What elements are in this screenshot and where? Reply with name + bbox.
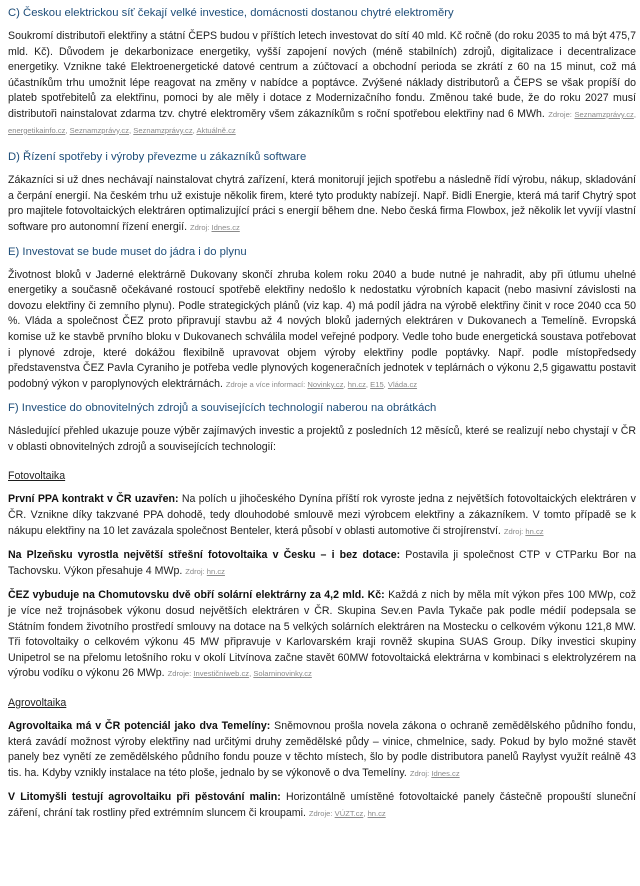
section-c-body: Soukromí distributoři elektřiny a státní ČEPS budou v příštích letech investovat do sítí 40 mld. Kč ročně (do roku 2035 to má být 475,7 mld. Kč). Důvodem je dekarbonizace energetiky, vyšší zapojení nových (méně stabilních) zdrojů, digitalizace i decentralizace energetiky. Vznikne také Elektroenergetické datové centrum a zúčtovací a obchodní perioda se zkrátí z 60 na 15 minut, což má účastníkům trhu umožnit lépe reagovat na změny v nabídce a poptávce. Zvýšené náklady distributorů a ČEPS se však propíší do plateb spotřebitelů za elektřinu, pomoci by ale měly i dotace z Modernizačního fondu. Změnou také bude, že do roku 2027 musí distributoři nainstalovat zdarma tzv. chytré elektroměry všem zákazníkům s roční spotřebou elektřiny nad 6 MWh. Zdroje: Seznamzprávy.cz, energetikainfo.cz, Seznamzprávy.cz, Seznamzprávy.cz, Aktuálně.cz	[8, 30, 636, 135]
section-e-body: Životnost bloků v Jaderné elektrárně Dukovany skončí zhruba kolem roku 2040 a bude nutné je nahradit, aby při útlumu uhelné energetiky a současně očekávané rostoucí spotřebě elektřiny nedošlo k nedostatku výrobních kapacit (nebo masivní závislosti na dovozu elektřiny či zemního plynu). Podle strategických plánů (viz kap. 4) má podíl jádra na výrobě elektřiny činit v roce 2040 cca 50 %. Vláda a společnost ČEZ proto připravují stavbu až 4 nových bloků jaderných elektráren v Dukovanech a Temelíně. Evropská komise už ke stavbě prvního bloku v Dukovanech schválila model veřejné podpory. Vedle toho bude energetická soustava potřebovat i plynové zdroje, které dokážou flexibilně upravovat objem výroby elektřiny podle poptávky. Např. podle místopředsedy představenstva ČEZ Pavla Cyraniho je potřeba vedle plynových kogeneračních jednotek v teplárnách o výkonu 2,5 gigawattu postavit podobný výkon v paroplynových elektrárnách. Zdroje a více informací: Novinky.cz, hn.cz, E15, Vláda.cz	[8, 268, 636, 390]
source-link[interactable]: Idnes.cz	[431, 768, 460, 778]
agrovoltaika-item: Agrovoltaika má v ČR potenciál jako dva Temelíny: Sněmovnou prošla novela zákona o ochraně zemědělského půdního fondu, která zavádí možnost výroby elektřiny nad určitými druhy zemědělské půdy – vinice, chmelnice, sady. Pokud by bylo možné stavět panely bez vynětí ze zemědělského půdního fondu pouze v těchto místech, šlo by podle distributora panelů Raylyst využít reálně 43 tis. ha. Kdyby vznikly instalace na této ploše, jednalo by se výkonově o dva Temelíny. Zdroj: Idnes.cz	[8, 720, 636, 779]
source-link[interactable]: Seznamzprávy.cz	[133, 125, 193, 135]
sources: Zdroje: Investičníweb.cz, Solarninovinky.cz	[167, 669, 312, 679]
section-c-heading: C) Českou elektrickou síť čekají velké investice, domácnosti dostanou chytré elektroměry	[8, 7, 454, 19]
sources: Zdroj: Idnes.cz	[189, 222, 240, 232]
section-d-body: Zákazníci si už dnes nechávají nainstalovat chytrá zařízení, která monitorují jejich spotřebu a následně řídí výrobu, nákup, skladování a čerpání energií. Na českém trhu už existuje několik firem, které tyto produkty nabízejí. Např. Bidli Energie, která má tarif Chytrý spot pro majitele fotovoltaických elektráren optimalizující práci s energií během dne. Nebo česká firma Flowbox, jež několik let vyvíjí vlastní software pro autonomní řízení energií. Zdroj: Idnes.cz	[8, 174, 636, 233]
source-link[interactable]: Investičníweb.cz	[193, 669, 250, 679]
agrovoltaika-item: V Litomyšli testují agrovoltaiku při pěstování malin: Horizontálně umístěné fotovoltaické panely částečně propouští sluneční záření, chrání tak rostliny před extrémním sluncem či kroupami. Zdroje: VÚZT.cz, hn.cz	[8, 791, 636, 819]
source-link[interactable]: hn.cz	[206, 566, 225, 576]
source-link[interactable]: hn.cz	[525, 526, 544, 536]
subsection-fotovoltaika-title: Fotovoltaika	[8, 470, 66, 483]
sources: Zdroj: hn.cz	[503, 526, 544, 536]
source-link[interactable]: Solarninovinky.cz	[253, 669, 312, 679]
source-link[interactable]: VÚZT.cz	[334, 808, 364, 818]
fotovoltaika-item: ČEZ vybuduje na Chomutovsku dvě obří solární elektrárny za 4,2 mld. Kč: Každá z nich by měla mít výkon přes 100 MWp, což je více než trojnásobek výkonu dosud největších elektráren v ČR. Skupina Sev.en Pavla Tykače pak podle médií podepsala se Státním fondem životního prostředí smlouvy na dotace na 5 velkých solárních elektráren na Mostecku o celkovém výkonu 121,8 MW. Tři fotovoltaiky o celkovém výkonu 45 MW připravuje v Karlovarském kraji rovněž skupina SUAS Group. Díky investici skupiny Unipetrol se na přelomu letošního roku v okolí Litvínova začne stavět 60MW fotovoltaická elektrárna v kombinaci s elektrolyzérem na výrobu vodíku o výkonu 26 MWp. Zdroje: Investičníweb.cz, Solarninovinky.cz	[8, 589, 637, 680]
source-link[interactable]: E15	[370, 379, 384, 389]
sources: Zdroj: Idnes.cz	[409, 768, 460, 778]
source-link[interactable]: Idnes.cz	[211, 222, 240, 232]
section-e-heading: E) Investovat se bude muset do jádra i do plynu	[8, 245, 247, 258]
source-link[interactable]: hn.cz	[367, 808, 386, 818]
sources: Zdroje: Seznamzprávy.cz, energetikainfo.cz, Seznamzprávy.cz, Seznamzprávy.cz, Aktuálně.cz	[8, 109, 636, 135]
section-f-heading: F) Investice do obnovitelných zdrojů a souvisejících technologií naberou na obrátkách	[8, 402, 437, 415]
source-link[interactable]: Seznamzprávy.cz	[69, 125, 130, 135]
section-d-heading: D) Řízení spotřeby i výroby převezme u zákazníků software	[8, 151, 307, 164]
source-link[interactable]: energetikainfo.cz	[8, 125, 66, 135]
section-f-intro: Následující přehled ukazuje pouze výběr zajímavých investic a projektů z posledních 12 měsíců, které se realizují nebo chystají v ČR v oblasti obnovitelných zdrojů a souvisejících technologií:	[8, 425, 636, 453]
sources: Zdroje: VÚZT.cz, hn.cz	[308, 808, 386, 818]
source-link[interactable]: Novinky.cz	[307, 379, 344, 389]
source-link[interactable]: Aktuálně.cz	[196, 125, 236, 135]
source-link[interactable]: hn.cz	[347, 379, 366, 389]
sources: Zdroje a více informací: Novinky.cz, hn.cz, E15, Vláda.cz	[225, 379, 418, 389]
fotovoltaika-item: První PPA kontrakt v ČR uzavřen: Na polích u jihočeského Dynína příští rok vyroste jedna z největších fotovoltaických elektráren v ČR. Vznikne díky takzvané PPA dohodě, tedy dlouhodobé smlouvě mezi výrobcem elektřiny a zákazníkem. V tomto případě se k nákupu elektřiny na 10 let zavázala společnost Benteler, která působí v oblasti automotive či strojírenství. Zdroj: hn.cz	[8, 493, 636, 537]
source-link[interactable]: Vláda.cz	[387, 379, 418, 389]
source-link[interactable]: Seznamzprávy.cz	[574, 109, 634, 119]
fotovoltaika-item: Na Plzeňsku vyrostla největší střešní fotovoltaika v Česku – i bez dotace: Postavila ji společnost CTP v CTParku Bor na Tachovsku. Výkon přesahuje 4 MWp. Zdroj: hn.cz	[8, 549, 636, 577]
subsection-agrovoltaika-title: Agrovoltaika	[8, 697, 67, 709]
sources: Zdroj: hn.cz	[185, 566, 225, 576]
